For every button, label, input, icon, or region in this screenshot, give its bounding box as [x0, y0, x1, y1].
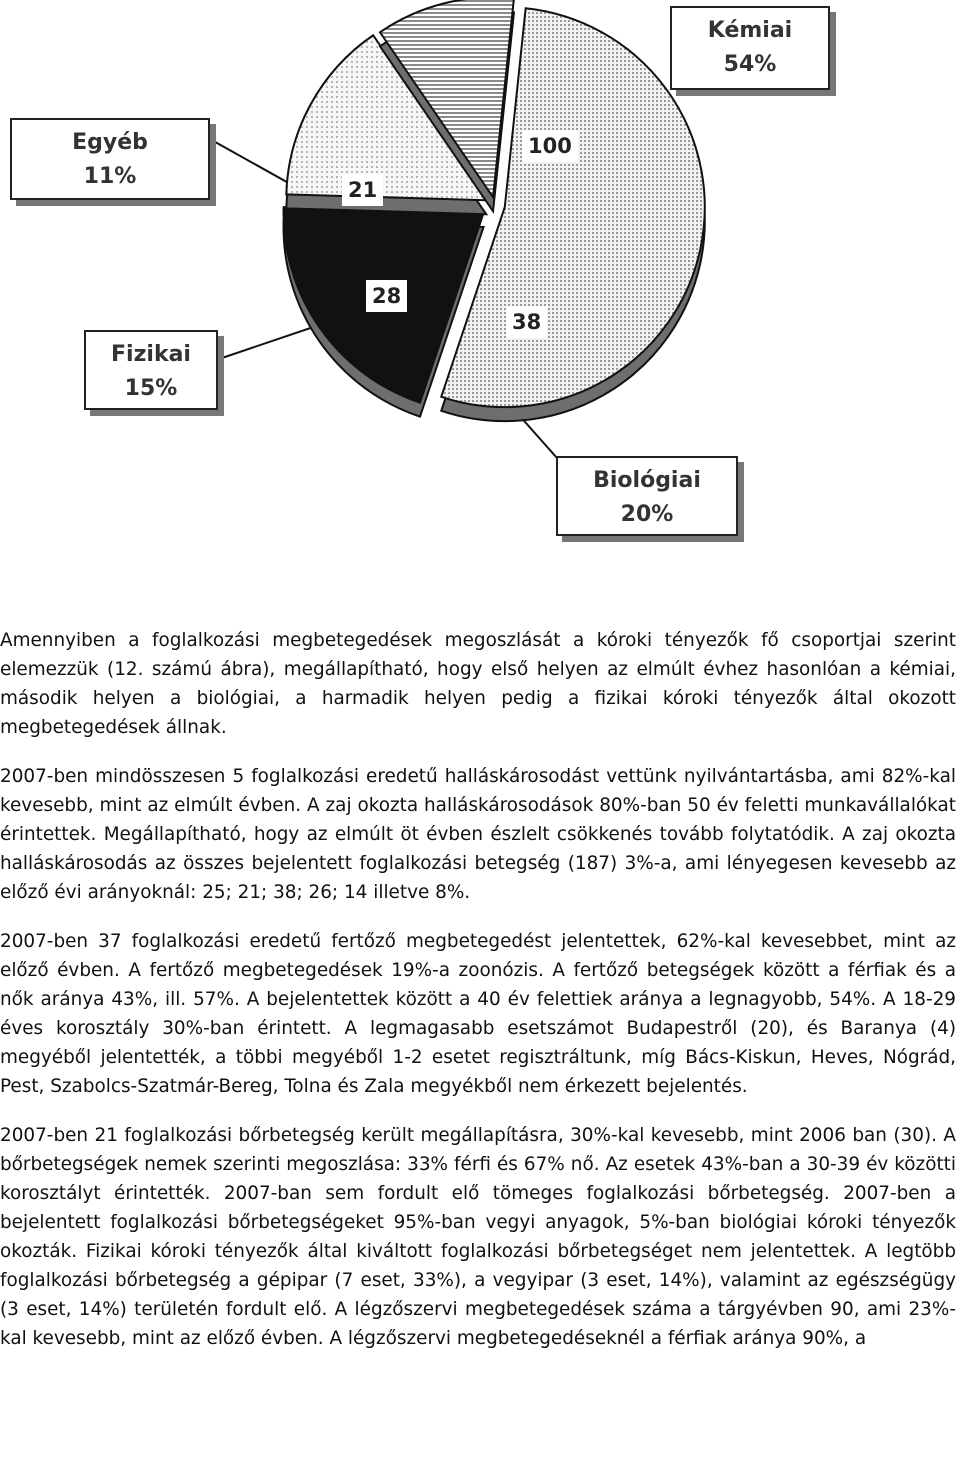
slice-label-kemiai: Kémiai — [707, 18, 793, 43]
callout-egyeb — [10, 118, 210, 200]
slice-label-fizikai: Fizikai — [111, 342, 191, 367]
paragraph-2: 2007-ben mindösszesen 5 foglalkozási eredetű halláskárosodást vettünk nyilvántartásba, ami 82%-kal kevesebb, mint az elmúlt évben. A zaj okozta halláskárosodások 80%-ban 50 év feletti munkavállalókat érintettek. Megállapítható, hogy az elmúlt öt évben észlelt csökkenés tovább folytatódik. A zaj okozta halláskárosodás az összes bejelentett foglalkozási betegség (187) 3%-a, ami lényegesen kevesebb az előző évi arányoknál: 25; 21; 38; 26; 14 illetve 8%. — [0, 766, 956, 903]
paragraph-1: Amennyiben a foglalkozási megbetegedések megoszlását a kóroki tényezők fő csoportjai szerint elemezzük (12. számú ábra), megállapítható, hogy első helyen az elmúlt évhez hasonlóan a kémiai, második helyen a biológiai, a harmadik helyen pedig a fizikai kóroki tényezők által okozott megbetegedések állnak. — [0, 630, 956, 738]
slice-percent-egyeb: 11% — [83, 164, 137, 189]
callout-fizikai — [84, 330, 218, 410]
data-label-kemiai: 100 — [522, 130, 578, 162]
pie-slices — [284, 0, 705, 421]
callout-kemiai — [670, 6, 830, 90]
data-label-egyeb: 21 — [342, 174, 383, 206]
callout-biologiai — [556, 456, 738, 536]
paragraph-4: 2007-ben 21 foglalkozási bőrbetegség került megállapításra, 30%-kal kevesebb, mint 2006 ban (30). A bőrbetegségek nemek szerinti megoszlása: 33% férfi és 67% nő. Az esetek 43%-ban a 30-39 év közötti korosztályt érintették. 2007-ban sem fordult elő tömeges foglalkozási bőrbetegség. 2007-ben a bejelentett foglalkozási bőrbetegségeket 95%-ban vegyi anyagok, 5%-ban biológiai kóroki tényezők okozták. Fizikai kóroki tényezők által kiváltott foglalkozási bőrbetegséget nem jelentettek. A legtöbb foglalkozási bőrbetegség a gépipar (7 eset, 33%), a vegyipar (3 eset, 14%), valamint az egészségügy (3 eset, 14%) területén fordult elő. A légzőszervi megbetegedések száma a tárgyévben 90, ami 23%-kal kevesebb, mint az előző évben. A légzőszervi megbetegedéseknél a férfiak aránya 90%, a — [0, 1125, 956, 1349]
paragraph-3: 2007-ben 37 foglalkozási eredetű fertőző megbetegedést jelentettek, 62%-kal kevesebbet, mint az előző évben. A fertőző megbetegedések 19%-a zoonózis. A fertőző betegségek között a férfiak és a nők aránya 43%, ill. 57%. A bejelentettek között a 40 év felettiek aránya a legnagyobb, 54%. A 18-29 éves korosztály 30%-ban érintett. A legmagasabb esetszámot Budapestről (20), és Baranya (4) megyéből jelentették, a többi megyéből 1-2 esetet regisztráltunk, míg Bács-Kiskun, Heves, Nógrád, Pest, Szabolcs-Szatmár-Bereg, Tolna és Zala megyékből nem érkezett bejelentés. — [0, 931, 956, 1097]
pie-chart — [0, 0, 960, 590]
slice-percent-kemiai: 54% — [723, 52, 777, 77]
document-body — [0, 626, 956, 1373]
slice-label-biologiai: Biológiai — [593, 468, 701, 493]
data-label-biologiai: 38 — [506, 306, 547, 338]
slice-percent-biologiai: 20% — [620, 502, 674, 527]
data-label-fizikai: 28 — [366, 280, 407, 312]
slice-percent-fizikai: 15% — [124, 376, 178, 401]
slice-label-egyeb: Egyéb — [72, 130, 148, 155]
